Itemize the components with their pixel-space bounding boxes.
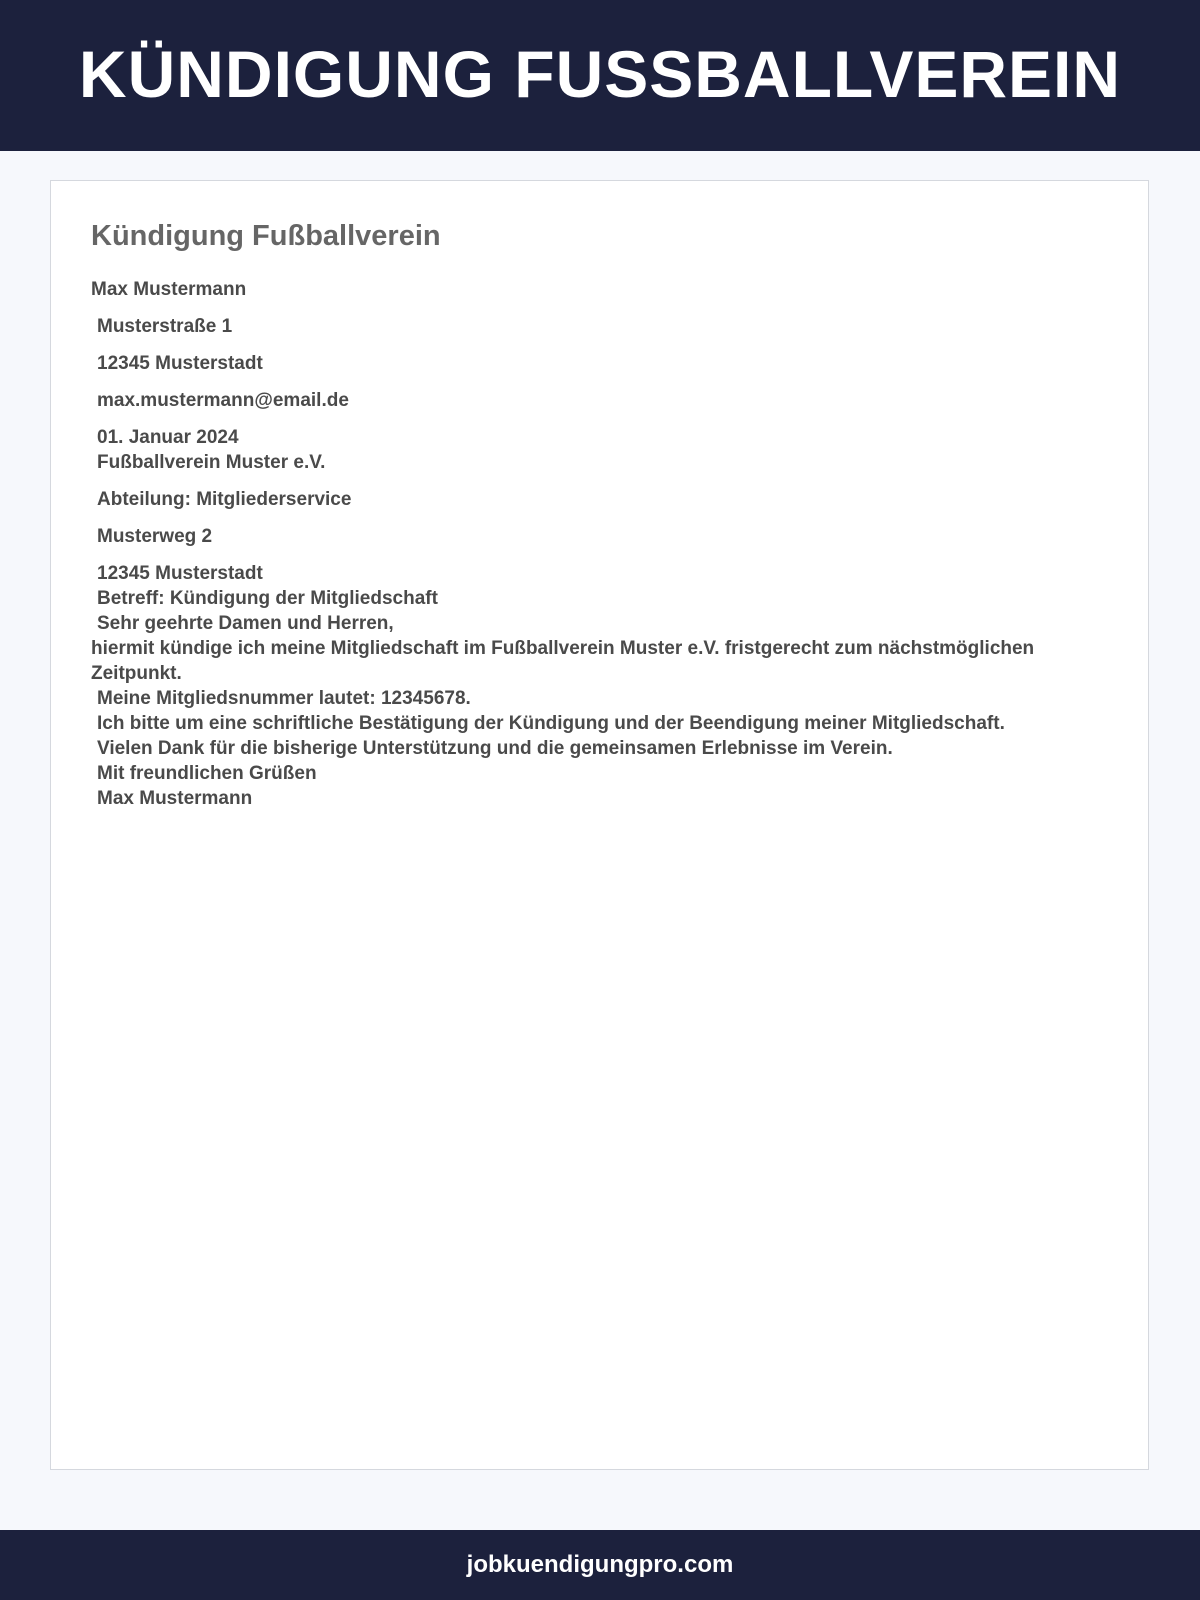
recipient-department: Abteilung: Mitgliederservice <box>97 489 352 510</box>
sender-name: Max Mustermann <box>91 279 247 300</box>
sender-street: Musterstraße 1 <box>97 316 233 337</box>
thanks-paragraph: Vielen Dank für die bisherige Unterstützung und die gemeinsamen Erlebnisse im Verein. <box>97 738 893 759</box>
recipient-name: Fußballverein Muster e.V. <box>97 452 326 473</box>
sender-city: 12345 Musterstadt <box>97 353 263 374</box>
confirmation-request: Ich bitte um eine schriftliche Bestätigung der Kündigung und der Beendigung meiner Mitgliedschaft. <box>97 713 1005 734</box>
letter-subject: Betreff: Kündigung der Mitgliedschaft <box>97 588 438 609</box>
letter-signature: Max Mustermann <box>97 788 253 809</box>
letter-content <box>91 219 1111 811</box>
letter-date: 01. Januar 2024 <box>97 427 239 448</box>
recipient-street: Musterweg 2 <box>97 526 213 547</box>
footer-banner <box>0 1530 1200 1600</box>
letter-closing: Mit freundlichen Grüßen <box>97 763 317 784</box>
sender-email: max.mustermann@email.de <box>97 390 349 411</box>
letter-body-paragraph: hiermit kündige ich meine Mitgliedschaft im Fußballverein Muster e.V. fristgerecht zum nächstmöglichen Zeitpunkt. <box>91 638 1035 684</box>
page-title: KÜNDIGUNG FUSSBALLVEREIN <box>78 36 1122 111</box>
letter-salutation: Sehr geehrte Damen und Herren, <box>97 613 394 634</box>
recipient-city: 12345 Musterstadt <box>97 563 263 584</box>
membership-number: Meine Mitgliedsnummer lautet: 12345678. <box>97 688 471 709</box>
header-banner <box>0 0 1200 151</box>
footer-site-name: jobkuendigungpro.com <box>466 1551 734 1578</box>
letter-card <box>50 180 1149 1470</box>
letter-title: Kündigung Fußballverein <box>91 220 441 252</box>
